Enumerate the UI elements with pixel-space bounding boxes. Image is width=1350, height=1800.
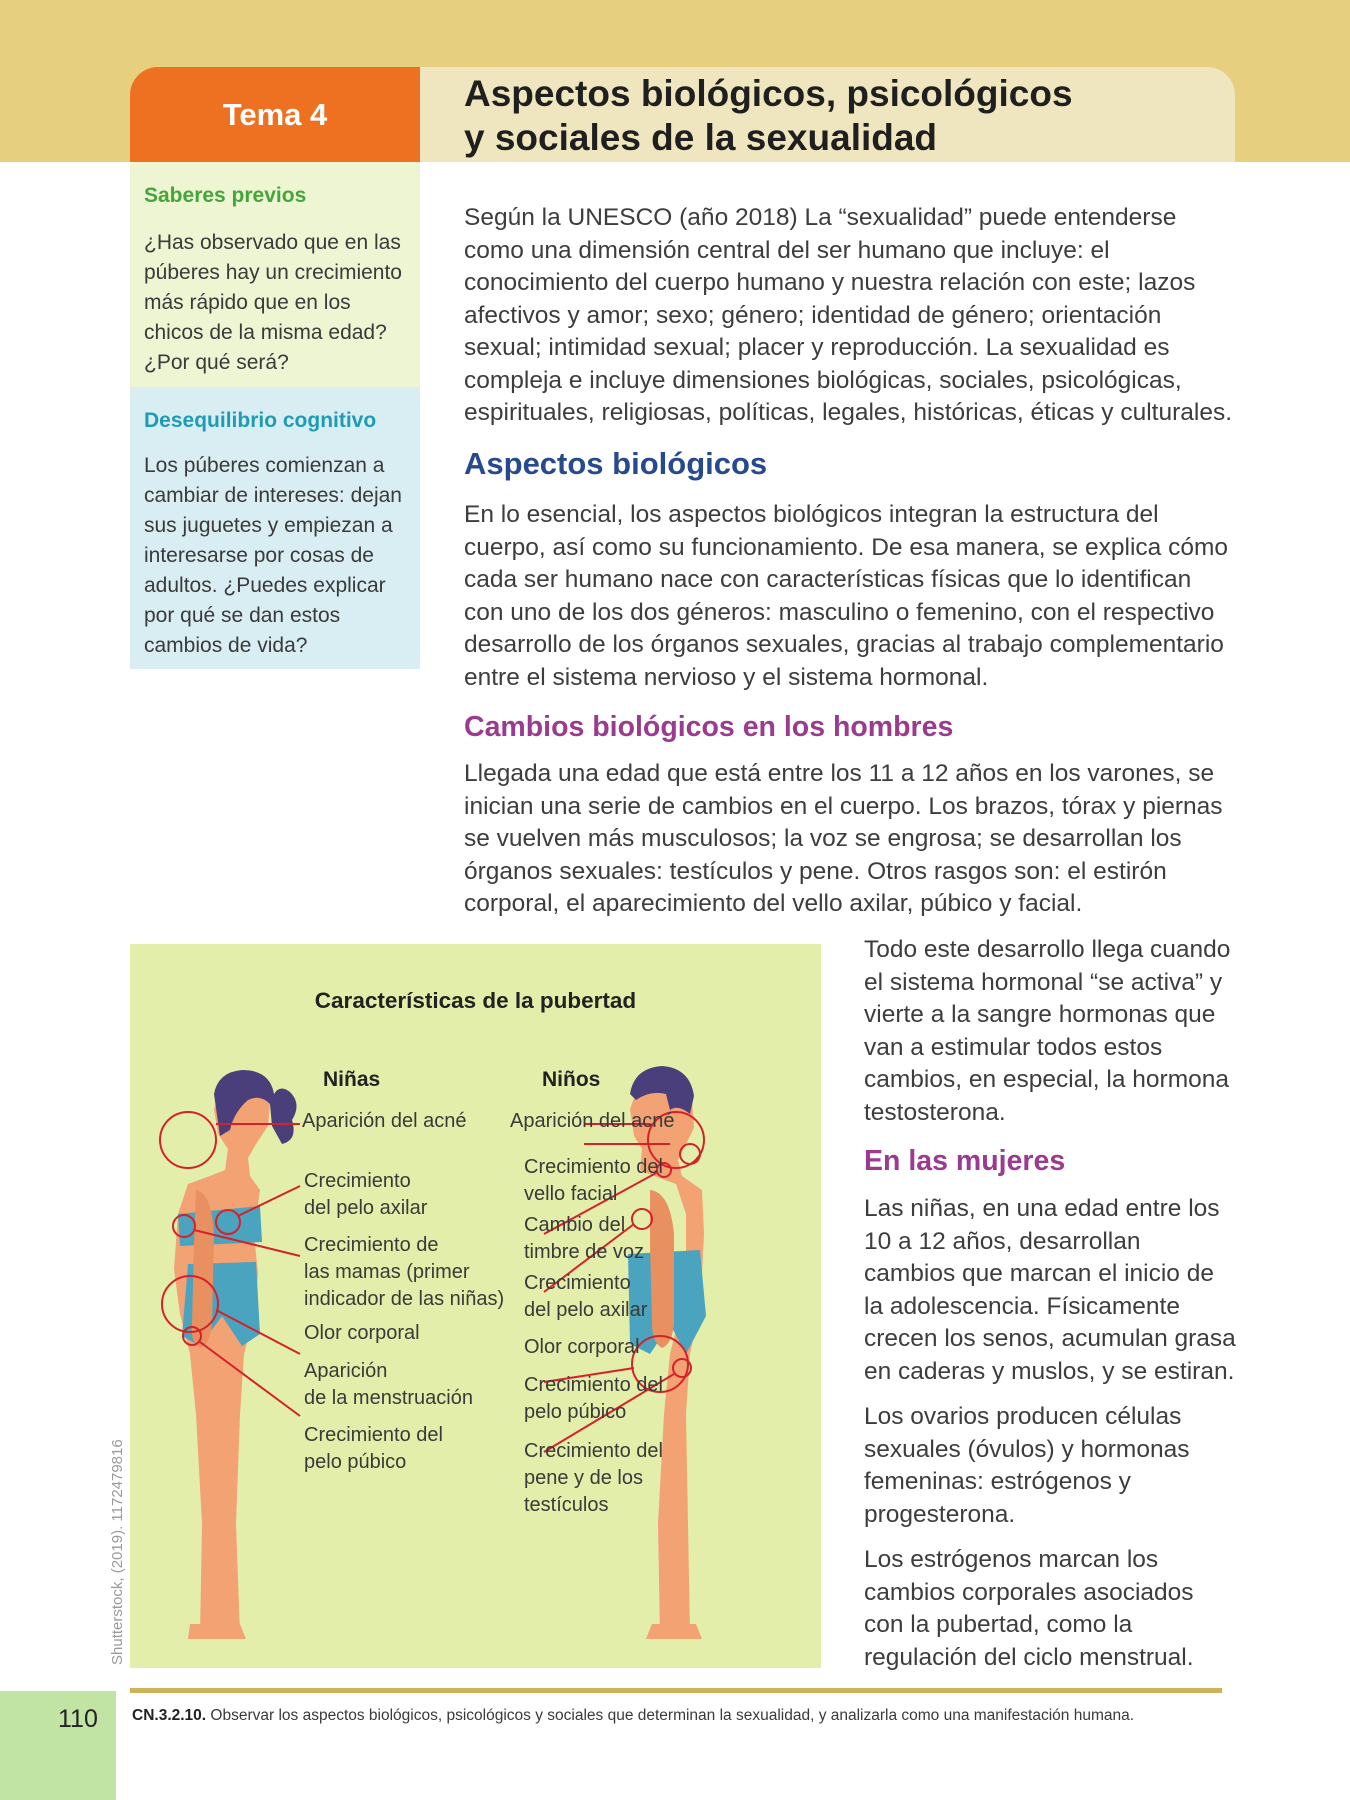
page-title-line-2: y sociales de la sexualidad — [464, 117, 938, 158]
desequilibrio-cognitivo-text: Los púberes comienzan a cambiar de intereses: dejan sus juguetes y empiezan a interesarse por cosas de adultos. ¿Puedes explicar por qué se dan estos cambios de vida? — [144, 454, 402, 657]
desequilibrio-cognitivo-box — [130, 387, 420, 669]
boy-label-olor: Olor corporal — [524, 1336, 640, 1358]
intro-paragraph — [464, 202, 1234, 430]
section-title-en-las-mujeres: En las mujeres — [864, 1145, 1066, 1177]
boy-label-pubico: Crecimiento del pelo púbico — [524, 1374, 663, 1423]
cambios-hombres-continuation — [864, 934, 1236, 1129]
mujeres-text-2: Los ovarios producen células sexuales (óvulos) y hormonas femeninas: estrógenos y progesterona. — [864, 1403, 1190, 1528]
mujeres-text-3: Los estrógenos marcan los cambios corporales asociados con la pubertad, como la regulación del ciclo menstrual. — [864, 1546, 1194, 1671]
footer-skill — [132, 1707, 1134, 1725]
boy-label-voz: Cambio del timbre de voz — [524, 1214, 645, 1263]
girl-figure — [174, 1070, 297, 1639]
cambios-hombres-paragraph — [464, 758, 1234, 921]
saberes-previos-text: ¿Has observado que en las púberes hay un crecimiento más rápido que en los chicos de la misma edad? ¿Por qué será? — [144, 231, 402, 374]
saberes-previos-title: Saberes previos — [144, 184, 307, 207]
boy-arm — [650, 1190, 674, 1348]
girl-label-pubico: Crecimiento del pelo púbico — [304, 1424, 443, 1473]
boy-label-testiculos: Crecimiento del pene y de los testículos — [524, 1440, 663, 1516]
mujeres-paragraph-2 — [864, 1401, 1236, 1531]
girls-column-header: Niñas — [323, 1068, 381, 1091]
tema-label: Tema 4 — [222, 96, 328, 132]
girl-body — [174, 1074, 270, 1634]
saberes-previos-box — [130, 162, 420, 387]
girl-label-acne: Aparición del acné — [302, 1110, 467, 1132]
page-title — [464, 72, 1224, 160]
footer-skill-code: CN.3.2.10. — [132, 1707, 207, 1724]
section-title-aspectos-biologicos: Aspectos biológicos — [464, 446, 768, 481]
footer-skill-text: Observar los aspectos biológicos, psicológicos y sociales que determinan la sexualidad, y analizarla como una manifestación humana. — [210, 1707, 1135, 1724]
boy-feet — [646, 1624, 702, 1639]
footer-rule — [130, 1688, 1222, 1693]
pubertad-figure — [130, 944, 821, 1668]
cambios-hombres-text-2: Todo este desarrollo llega cuando el sistema hormonal “se activa” y vierte a la sangre hormonas que van a estimular todos estos cambios, en especial, la hormona testosterona. — [864, 936, 1231, 1126]
page-number: 110 — [58, 1705, 98, 1733]
boy-figure — [628, 1066, 706, 1639]
girl-label-olor: Olor corporal — [304, 1322, 420, 1344]
boy-label-axilar: Crecimiento del pelo axilar — [524, 1272, 648, 1321]
girl-label-axilar: Crecimiento del pelo axilar — [304, 1170, 428, 1219]
cambios-hombres-text: Llegada una edad que está entre los 11 a 12 años en los varones, se inician una serie de cambios en el cuerpo. Los brazos, tórax y piernas se vuelven más musculosos; la voz se engrosa; se desarrollan los órganos sexuales: testículos y pene. Otros rasgos son: el estirón corporal, el aparecimiento del vello axilar, púbico y facial. — [464, 760, 1223, 917]
figure-title: Características de la pubertad — [314, 988, 637, 1013]
boy-label-acne: Aparición del acné — [510, 1110, 675, 1132]
girl-feet — [188, 1624, 246, 1639]
boy-facial-circle — [680, 1144, 700, 1164]
girl-acne-circle — [160, 1112, 216, 1168]
mujeres-text-1: Las niñas, en una edad entre los 10 a 12 años, desarrollan cambios que marcan el inicio de la adolescencia. Físicamente crecen los senos, acumulan grasa en caderas y muslos, y se estiran. — [864, 1195, 1236, 1385]
section-title-cambios-hombres: Cambios biológicos en los hombres — [464, 711, 954, 743]
boy-label-facial: Crecimiento del vello facial — [524, 1156, 663, 1205]
aspectos-biologicos-paragraph — [464, 499, 1234, 694]
mujeres-paragraph-3 — [864, 1544, 1236, 1674]
girl-label-mamas: Crecimiento de las mamas (primer indicador de las niñas) — [304, 1234, 505, 1310]
image-credit-text: Shutterstock, (2019). 1172479816 — [109, 1439, 126, 1665]
desequilibrio-cognitivo-title: Desequilibrio cognitivo — [144, 409, 377, 432]
tema-badge — [130, 67, 420, 162]
aspectos-biologicos-text: En lo esencial, los aspectos biológicos integran la estructura del cuerpo, así como su funcionamiento. De esa manera, se explica cómo cada ser humano nace con características físicas que lo identifican con uno de los dos géneros: masculino o femenino, con el respectivo desarrollo de los órganos sexuales, gracias al trabajo complementario entre el sistema nervioso y el sistema hormonal. — [464, 501, 1228, 691]
page-title-line-1: Aspectos biológicos, psicológicos — [464, 73, 1073, 114]
girl-label-menstruacion: Aparición de la menstruación — [304, 1360, 473, 1409]
mujeres-paragraph-1 — [864, 1193, 1236, 1388]
intro-text: Según la UNESCO (año 2018) La “sexualidad” puede entenderse como una dimensión central del ser humano que incluye: el conocimiento del cuerpo humano y nuestra relación con este; lazos afectivos y amor; sexo; género; identidad de género; orientación sexual; intimidad sexual; placer y reproducción. La sexualidad es compleja e incluye dimensiones biológicas, sociales, psicológicas, espirituales, religiosas, políticas, legales, históricas, éticas y culturales. — [464, 204, 1233, 426]
boys-column-header: Niños — [542, 1068, 601, 1091]
